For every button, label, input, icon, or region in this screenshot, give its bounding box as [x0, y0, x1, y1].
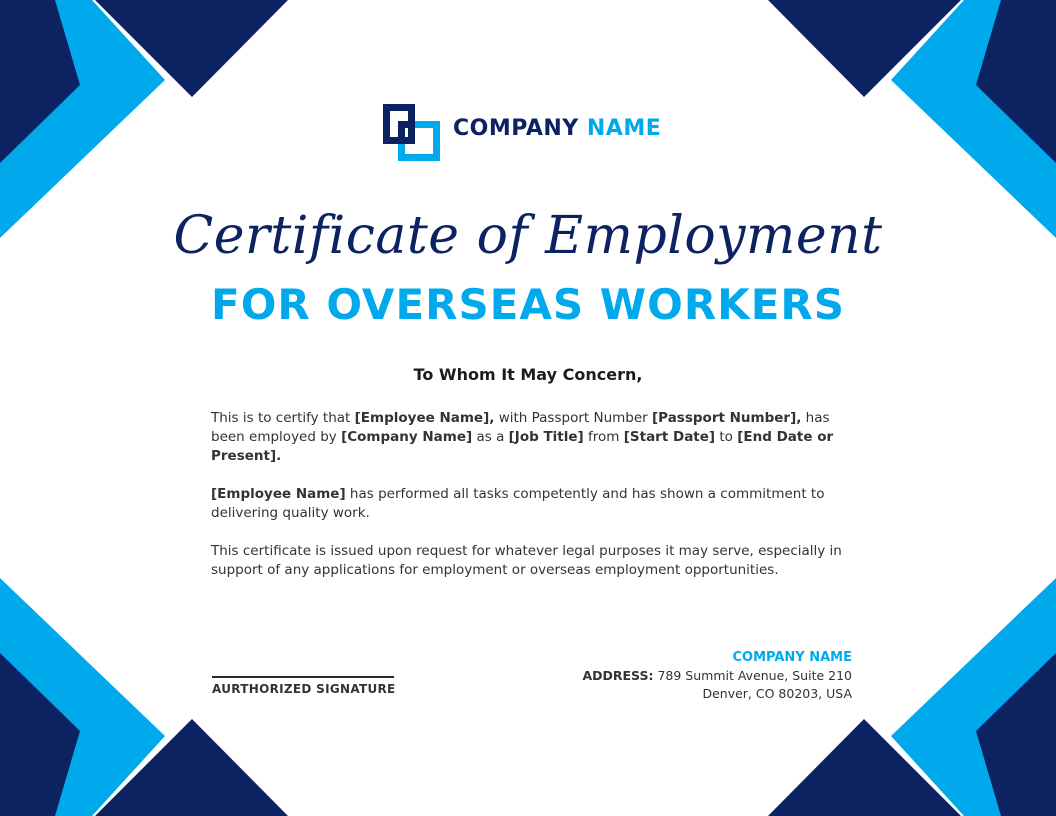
text: as a — [472, 429, 509, 445]
text: to — [715, 429, 738, 445]
certificate-subtitle: FOR OVERSEAS WORKERS — [211, 280, 845, 329]
employee-name-placeholder: [Employee Name], — [354, 410, 495, 426]
employee-name-placeholder: [Employee Name] — [211, 486, 346, 502]
text: from — [583, 429, 624, 445]
company-name-placeholder: [Company Name] — [341, 429, 473, 445]
paragraph-purpose: This certificate is issued upon request for whatever legal purposes it may serve, especially in support of any applications for employment or overseas employment opportunities. — [211, 543, 842, 578]
job-title-placeholder: [Job Title] — [508, 429, 584, 445]
company-address-block — [582, 649, 852, 703]
company-name-accent: NAME — [586, 116, 662, 141]
text: has performed all tasks competently and has shown a commitment to delivering quality work. — [211, 486, 825, 521]
signature-label: AURTHORIZED SIGNATURE — [212, 682, 396, 696]
text: This is to certify that — [211, 410, 355, 426]
paragraph-performance — [211, 485, 861, 523]
overlapping-squares-logo-icon — [382, 103, 442, 163]
address-street: 789 Summit Avenue, Suite 210 — [653, 668, 852, 683]
certificate-title: Certificate of Employment — [173, 206, 883, 266]
end-date-placeholder: [End Date or Present]. — [211, 429, 834, 464]
start-date-placeholder: [Start Date] — [623, 429, 716, 445]
paragraph-certification — [211, 409, 861, 466]
company-name-header — [453, 116, 661, 141]
salutation: To Whom It May Concern, — [413, 365, 643, 384]
text: has been employed by — [211, 410, 830, 445]
address-line-1 — [582, 667, 852, 685]
address-line-2: Denver, CO 80203, USA — [702, 686, 852, 701]
passport-number-placeholder: [Passport Number], — [652, 410, 802, 426]
company-name-main: COMPANY — [453, 116, 579, 141]
signature-line — [212, 676, 394, 678]
address-label: ADDRESS: — [582, 668, 654, 683]
footer-company-name: COMPANY NAME — [732, 650, 852, 665]
text: with Passport Number — [494, 410, 652, 426]
